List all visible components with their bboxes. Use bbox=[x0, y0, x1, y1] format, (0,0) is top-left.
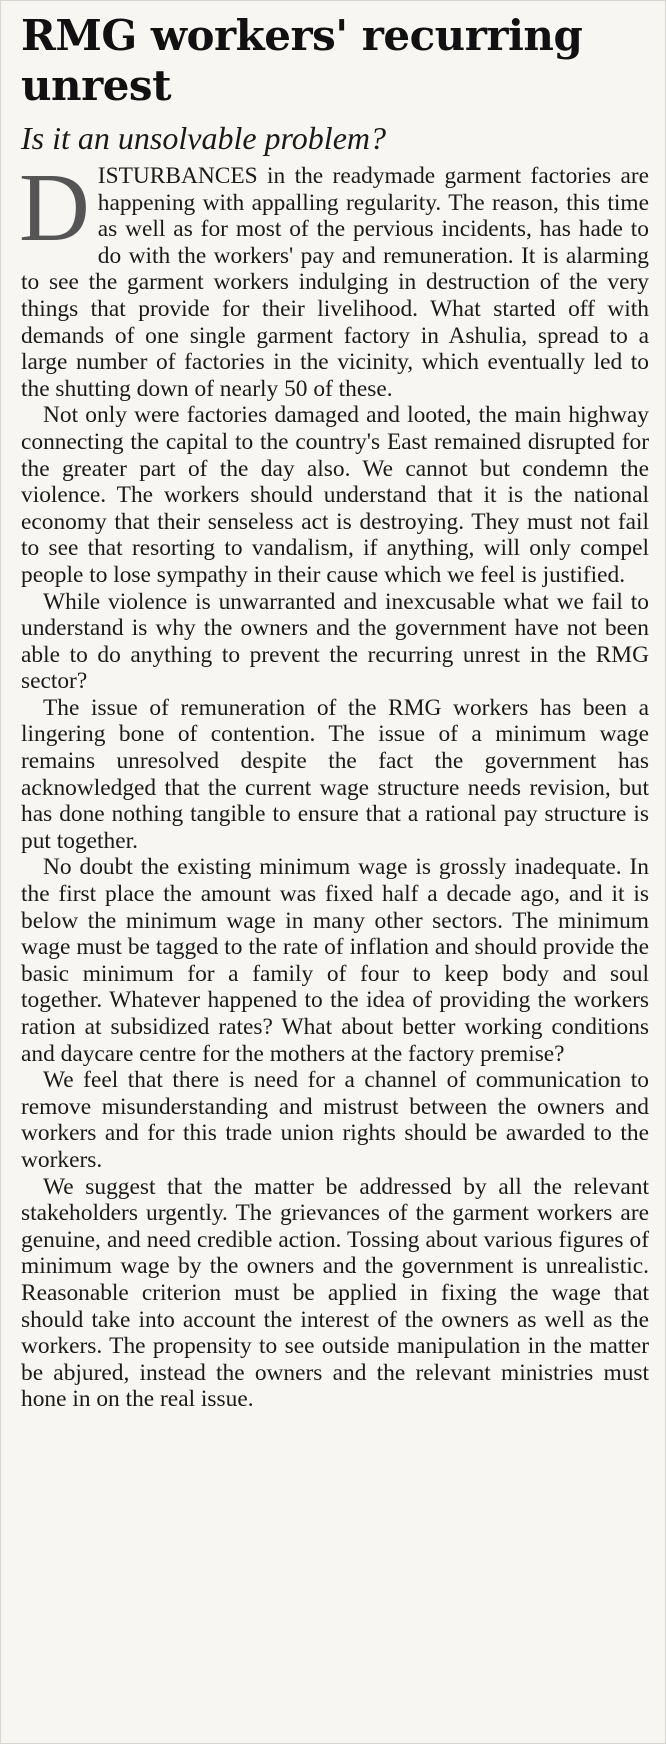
article-body bbox=[19, 154, 649, 1413]
headline: RMG workers' recurring unrest bbox=[21, 11, 583, 110]
editorial-article bbox=[21, 11, 649, 1413]
drop-cap: D bbox=[19, 154, 90, 262]
paragraph-7: We suggest that the matter be addressed by all the relevant stakeholders urgently. The grievances of the garment workers are genuine, and need credible action. Tossing about various figures of minimum wage by the owners and the government is unrealistic. Reasonable criterion must be applied in fixing the wage that should take into account the interest of the owners as well as the workers. The propensity to see outside manipulation in the matter be abjured, instead the owners and the relevant ministries must hone in on the real issue. bbox=[21, 1173, 649, 1413]
paragraph-1 bbox=[19, 154, 649, 402]
paragraph-3: While violence is unwarranted and inexcusable what we fail to understand is why the owners and the government have not been able to do anything to prevent the recurring unrest in the RMG sector? bbox=[21, 588, 649, 695]
subheadline: Is it an unsolvable problem? bbox=[21, 120, 386, 156]
paragraph-1-text: ISTURBANCES in the readymade garment factories are happening with appalling regularity. The reason, this time as well as for most of the pervious incidents, has hade to do with the workers' pay and remuneration. It is alarming to see the garment workers indulging in destruction of the very things that provide for their livelihood. What started off with demands of one single garment factory in Ashulia, spread to a large number of factories in the vicinity, which eventually led to the shutting down of nearly 50 of these. bbox=[21, 163, 649, 402]
paragraph-6: We feel that there is need for a channel of communication to remove misunderstanding and mistrust between the owners and workers and for this trade union rights should be awarded to the workers. bbox=[21, 1067, 649, 1173]
paragraph-2: Not only were factories damaged and looted, the main highway connecting the capital to the country's East remained disrupted for the greater part of the day also. We cannot but condemn the violence. The workers should understand that it is the national economy that their senseless act is destroying. They must not fail to see that resorting to vandalism, if anything, will only compel people to lose sympathy in their cause which we feel is justified. bbox=[21, 402, 649, 588]
paragraph-5: No doubt the existing minimum wage is grossly inadequate. In the first place the amount was fixed half a decade ago, and it is below the minimum wage in many other sectors. The minimum wage must be tagged to the rate of inflation and should provide the basic minimum for a family of four to keep body and soul together. Whatever happened to the idea of providing the workers ration at subsidized rates? What about better working conditions and daycare centre for the mothers at the factory premise? bbox=[21, 854, 649, 1067]
paragraph-4: The issue of remuneration of the RMG workers has been a lingering bone of contention. The issue of a minimum wage remains unresolved despite the fact the government has acknowledged that the current wage structure needs revision, but has done nothing tangible to ensure that a rational pay structure is put together. bbox=[21, 694, 649, 854]
